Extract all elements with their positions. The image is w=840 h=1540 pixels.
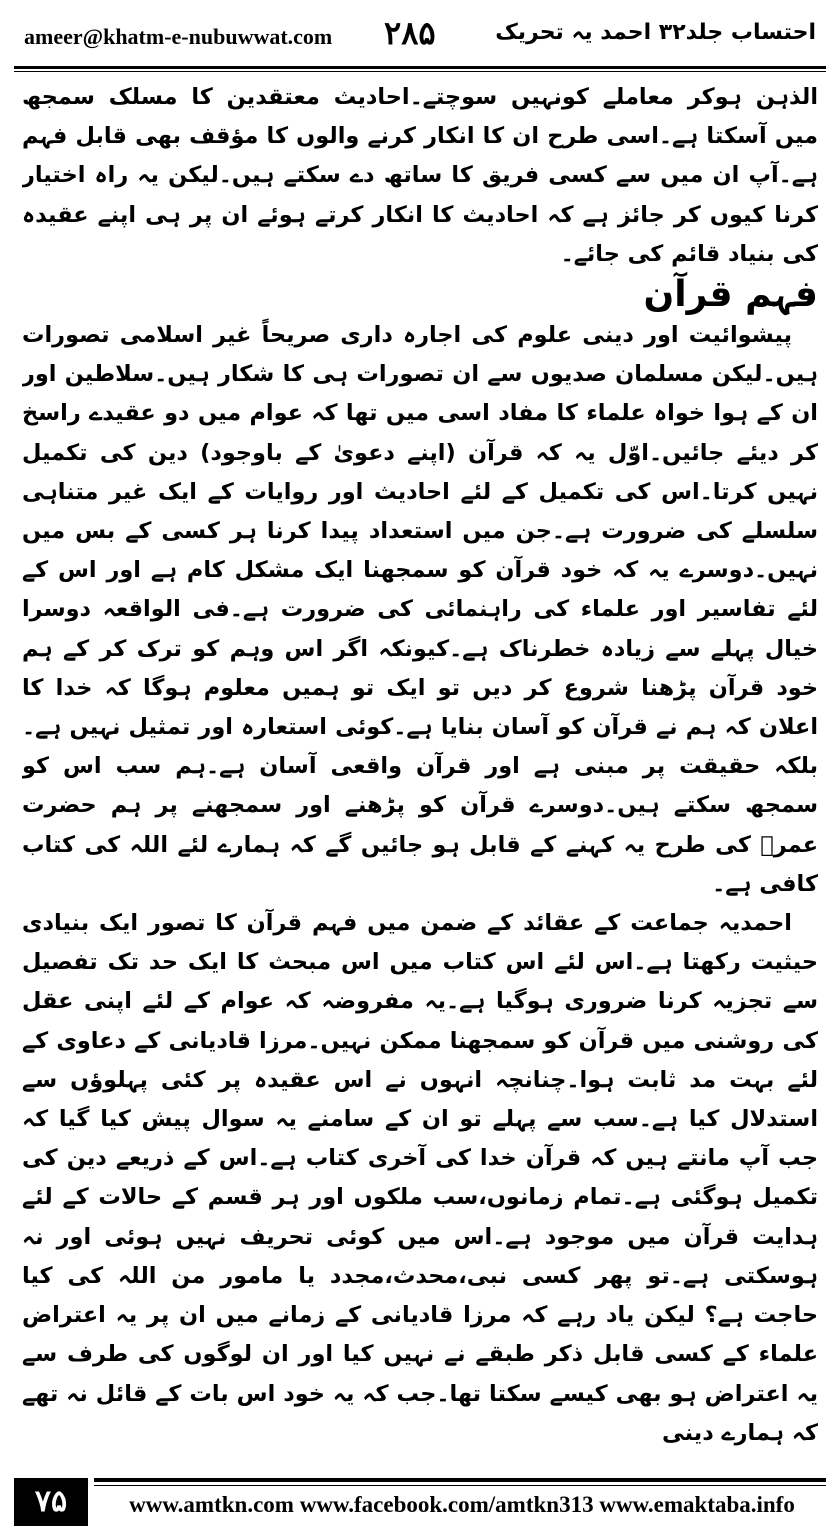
paragraph-intro: الذہن ہوکر معاملے کونہیں سوچتے۔احادیث معتقدین کا مسلک سمجھ میں آسکتا ہے۔اسی طرح ان کا انکار کرنے والوں کا مؤقف بھی قابل فہم ہے۔آپ ان میں سے کسی فریق کا ساتھ دے سکتے ہیں۔لیکن یہ راہ اختیار کرنا کیوں کر جائز ہے کہ احادیث کا انکار کرتے ہوئے ان پر ہی اپنے عقیدہ کی بنیاد قائم کی جائے۔ — [22, 84, 818, 267]
page-header — [14, 10, 826, 60]
paragraph-ahmadiyya: احمدیہ جماعت کے عقائد کے ضمن میں فہم قرآن کا تصور ایک بنیادی حیثیت رکھتا ہے۔اس لئے اس کتاب میں اس مبحث کا ایک حد تک تفصیل سے تجزیہ کرنا ضروری ہوگیا ہے۔یہ مفروضہ کہ عوام کے لئے اپنی عقل کی روشنی میں قرآن کو سمجھنا ممکن نہیں۔مرزا قادیانی کے دعاوی کے لئے بہت مد ثابت ہوا۔چنانچہ انہوں نے اس عقیدہ پر کئی پہلوؤں سے استدلال کیا ہے۔سب سے پہلے تو ان کے سامنے یہ سوال پیش کیا گیا کہ جب آپ مانتے ہیں کہ قرآن خدا کی آخری کتاب ہے۔اس کے ذریعے دین کی تکمیل ہوگئی ہے۔تمام زمانوں،سب ملکوں اور ہر قسم کے حالات کے لئے ہدایت قرآن میں موجود ہے۔اس میں کوئی تحریف نہیں ہوئی اور نہ ہوسکتی ہے۔تو پھر کسی نبی،محدث،مجدد یا مامور من اللہ کی کیا حاجت ہے؟ لیکن یاد رہے کہ مرزا قادیانی کے زمانے میں ان پر یہ اعتراض علماء کے کسی قابل ذکر طبقے نے نہیں کیا اور ان لوگوں کی طرف سے یہ اعتراض ہو بھی کیسے سکتا تھا۔جب کہ یہ خود اس بات کے قائل نہ تھے کہ ہمارے دینی — [22, 910, 818, 1446]
paragraph-priesthood: پیشوائیت اور دینی علوم کی اجارہ داری صریحاً غیر اسلامی تصورات ہیں۔لیکن مسلمان صدیوں سے ان تصورات ہی کا شکار ہیں۔سلاطین اور ان کے ہوا خواہ علماء کا مفاد اسی میں تھا کہ عوام میں دو عقیدے راسخ کر دیئے جائیں۔اوّل یہ کہ قرآن (اپنے دعویٰ کے باوجود) دین کی تکمیل نہیں کرتا۔اس کی تکمیل کے لئے احادیث اور روایات کے ایک غیر متناہی سلسلے کی ضرورت ہے۔جن میں استعداد پیدا کرنا ہر کسی کے بس میں نہیں۔دوسرے یہ کہ خود قرآن کو سمجھنا ایک مشکل کام ہے اور اس کے لئے تفاسیر اور علماء کی راہنمائی کی ضرورت ہے۔فی الواقعہ دوسرا خیال پہلے سے زیادہ خطرناک ہے۔کیونکہ اگر اس وہم کو ترک کر کے ہم خود قرآن پڑھنا شروع کر دیں تو ایک تو ہمیں معلوم ہوگا کہ خدا کا اعلان کہ ہم نے قرآن کو آسان بنایا ہے۔کوئی استعارہ اور تمثیل نہیں ہے۔بلکہ حقیقت پر مبنی ہے اور قرآن واقعی آسان ہے۔ہم سب اس کو سمجھ سکتے ہیں۔دوسرے قرآن کو پڑھنے اور سمجھنے پر ہم حضرت عمرؓ کی طرح یہ کہنے کے قابل ہو جائیں گے کہ ہمارے لئے اللہ کی کتاب کافی ہے۔ — [22, 322, 818, 897]
header-rule-thick — [14, 66, 826, 69]
footer-rule-thick — [94, 1478, 826, 1482]
footer-page-box: ۷۵ — [14, 1478, 88, 1526]
header-running-title: احتساب جلد۳۲ احمد یہ تحریک — [495, 20, 816, 45]
section-heading: فہم قرآن — [643, 274, 818, 316]
header-email: ameer@khatm-e-nubuwwat.com — [24, 24, 333, 49]
header-rule-thin — [14, 71, 826, 72]
footer-rule-thin — [94, 1485, 826, 1486]
footer-urls: www.amtkn.com www.facebook.com/amtkn313 www.emaktaba.info — [129, 1492, 795, 1517]
header-page-number: ۲۸۵ — [384, 14, 436, 52]
body-text — [22, 78, 818, 1458]
page-footer — [14, 1478, 826, 1534]
